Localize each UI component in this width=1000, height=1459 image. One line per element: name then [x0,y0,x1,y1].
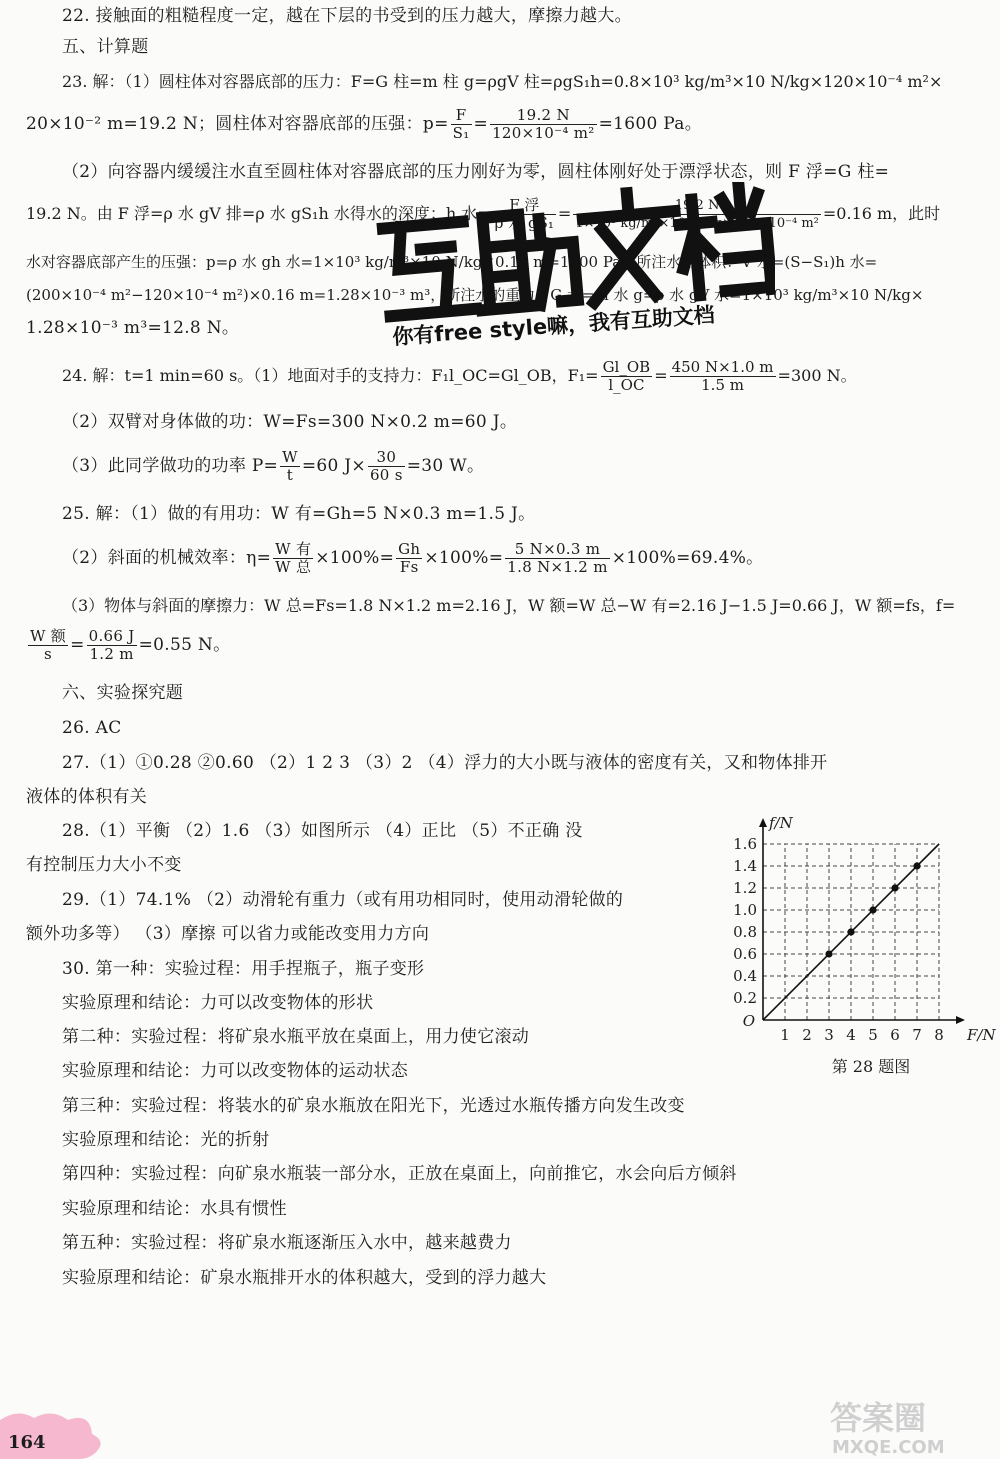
answer-30-method4: 第四种：实验过程：向矿泉水瓶装一部分水，正放在桌面上，向前推它，水会向后方倾斜 [62,1164,737,1184]
text-segment: =60 J× [301,456,366,476]
fraction-numerator: 0.66 J [88,627,135,645]
answer-27-line1: 27.（1）①0.28 ②0.60 （2）1 2 3 （3）2 （4）浮力的大小既与液体的密度有关，又和物体排开 [62,753,828,773]
answer-26: 26. AC [62,718,122,738]
fraction-numerator: W 额 [30,627,67,645]
text-segment: ×100%=69.4%。 [611,548,764,568]
answer-24-part3 [62,446,484,486]
y-tick-label: 0.6 [733,945,757,963]
answer-30-method3: 第三种：实验过程：将装水的矿泉水瓶放在阳光下，光透过水瓶传播方向发生改变 [62,1096,685,1116]
data-point [847,928,854,935]
answer-29-line2: 额外功多等） （3）摩擦 可以省力或能改变用力方向 [26,924,430,944]
fraction [490,107,597,142]
fraction-denominator: 1.8 N×1.2 m [507,558,608,576]
y-axis-arrow [759,818,767,827]
text-segment: =300 N。 [777,366,857,385]
origin-label: O [742,1012,755,1030]
y-tick-label: 1.4 [733,857,757,875]
x-axis-arrow [956,1016,965,1024]
fraction-denominator: Fs [399,558,419,576]
section-heading-calc: 五、计算题 [62,37,149,57]
answer-25-part3-line2 [26,625,230,665]
answer-23-part2-line5: 1.28×10⁻³ m³=12.8 N。 [26,318,240,338]
fraction-denominator: 60 s [369,466,403,484]
fraction-numerator: 450 N×1.0 m [671,358,774,376]
answer-23-line1: 23. 解：（1）圆柱体对容器底部的压力：F=G 柱=m 柱 g=ρgV 柱=ρgS₁h=0.8×10³ kg/m³×10 N/kg×120×10⁻⁴ m²× [62,72,943,91]
x-tick-label: 6 [890,1026,900,1044]
corner-logo-url: MXQE.COM [832,1437,945,1458]
fraction-numerator: 30 [368,449,405,467]
data-point [869,906,876,913]
fraction [670,359,776,394]
answer-25-part3: （3）物体与斜面的摩擦力：W 总=Fs=1.8 N×1.2 m=2.16 J，W 额=W 总−W 有=2.16 J−1.5 J=0.66 J，W 额=fs，f= [62,596,956,615]
answer-24-part2: （2）双臂对身体做的功：W=Fs=300 N×0.2 m=60 J。 [62,412,518,432]
answer-28-line2: 有控制压力大小不变 [26,855,182,875]
fraction-numerator: 19.2 N [490,107,597,125]
friction-force-chart [725,808,1000,1083]
text-segment: = [557,204,572,223]
fraction [505,541,609,576]
y-tick-label: 1.0 [733,901,757,919]
answer-25-part1: 25. 解：（1）做的有用功：W 有=Gh=5 N×0.3 m=1.5 J。 [62,504,536,524]
fraction [451,107,472,142]
text-segment: ×100%= [315,548,395,568]
answer-30-conclusion1: 实验原理和结论：力可以改变物体的形状 [62,993,374,1013]
answer-23-part2-line2 [26,194,940,234]
fraction-denominator: 120×10⁻⁴ m² [492,124,595,142]
fraction [573,197,821,232]
x-tick-label: 5 [868,1026,878,1044]
text-segment: =1600 Pa。 [598,114,703,134]
fraction-numerator: F 浮 [493,197,556,215]
text-segment: =0.55 N。 [138,635,231,655]
answer-30-method5: 第五种：实验过程：将矿泉水瓶逐渐压入水中，越来越费力 [62,1233,512,1253]
y-tick-label: 0.4 [733,967,757,985]
fraction-denominator: W 总 [275,558,312,576]
answer-22: 22. 接触面的粗糙程度一定，越在下层的书受到的压力越大，摩擦力越大。 [62,6,632,26]
answer-23-line2 [26,104,702,144]
text-segment: 24. 解：t=1 min=60 s。（1）地面对手的支持力：F₁l_OC=Gl_OB，F₁= [62,366,599,385]
answer-23-part2-line4: (200×10⁻⁴ m²−120×10⁻⁴ m²)×0.16 m=1.28×10⁻³ m³，所注水的重力：G 水=m 水 g=ρ 水 gV 水=1×10³ kg/m³×10 N/kg× [26,286,924,304]
text-segment: = [473,114,489,134]
fraction-denominator: ρ 水 gS₁ [494,214,554,232]
text-segment: （2）斜面的机械效率：η= [62,548,272,568]
y-tick-label: 1.6 [733,835,757,853]
x-tick-label: 8 [934,1026,944,1044]
fraction-denominator: 1.2 m [89,645,134,663]
answer-30-conclusion2: 实验原理和结论：力可以改变物体的运动状态 [62,1061,408,1081]
text-segment: 19.2 N。由 F 浮=ρ 水 gV 排=ρ 水 gS₁h 水得水的深度：h 水= [26,204,491,223]
text-segment: ×100%= [424,548,504,568]
answer-30-method1: 30. 第一种：实验过程：用手捏瓶子，瓶子变形 [62,959,425,979]
answer-24-line1 [62,356,857,396]
fraction-numerator: Gl_OB [602,358,651,376]
answer-30-method2: 第二种：实验过程：将矿泉水瓶平放在桌面上，用力使它滚动 [62,1027,530,1047]
fraction-denominator: s [44,645,53,663]
fraction [280,449,300,484]
corner-site-logo [820,1395,1000,1459]
answer-25-part2 [62,538,763,578]
answer-23-part2: （2）向容器内缓缓注水直至圆柱体对容器底部的压力刚好为零，圆柱体刚好处于漂浮状态，则 F 浮=G 柱= [62,162,890,182]
text-segment: =30 W。 [406,456,485,476]
text-segment: = [70,635,85,655]
text-segment: （3）此同学做功的功率 P= [62,456,279,476]
x-tick-label: 7 [912,1026,922,1044]
page-number: 164 [8,1432,46,1453]
answer-30-conclusion5: 实验原理和结论：矿泉水瓶排开水的体积越大，受到的浮力越大 [62,1268,547,1288]
fraction-denominator: t [286,466,294,484]
fraction-denominator: 1.5 m [701,376,744,394]
fraction [87,628,137,663]
data-point [891,884,898,891]
x-tick-label: 1 [780,1026,790,1044]
fraction [493,197,556,232]
fraction-numerator: W 有 [275,540,312,558]
x-tick-label: 2 [802,1026,812,1044]
watermark-slogan: 你有free style嘛，我有互助文档 [391,302,716,350]
page-number-tab [0,1408,110,1459]
fraction-numerator: W [282,448,298,466]
fraction-numerator: 5 N×0.3 m [505,541,609,559]
y-tick-label: 0.8 [733,923,757,941]
x-axis-label: F/N [967,1026,996,1044]
fraction [396,541,422,576]
text-segment: 20×10⁻² m=19.2 N；圆柱体对容器底部的压强：p= [26,114,449,134]
fraction-denominator: l_OC [608,376,645,394]
fraction-numerator: 19.2 N [573,197,821,215]
answer-30-conclusion4: 实验原理和结论：水具有惯性 [62,1199,287,1219]
data-point [913,862,920,869]
fraction [273,541,313,576]
y-tick-label: 0.2 [733,989,757,1007]
fraction [601,359,653,394]
answer-29-line1: 29.（1）74.1% （2）动滑轮有重力（或有用功相同时，使用动滑轮做的 [62,890,624,910]
fraction [28,628,68,663]
data-point [825,950,832,957]
answer-30-conclusion3: 实验原理和结论：光的折射 [62,1130,270,1150]
text-segment: = [654,366,668,385]
x-tick-label: 3 [824,1026,834,1044]
section-heading-experiment: 六、实验探究题 [62,683,184,703]
fraction-denominator: 1×10³ kg/m³×10 N/kg×120×10⁻⁴ m² [575,216,819,231]
answer-23-part2-line3: 水对容器底部产生的压强：p=ρ 水 gh 水=1×10³ kg/m³×10 N/kg×0.16 m=1600 Pa；所注水的体积：V 水=(S−S₁)h 水= [26,253,878,271]
fraction-numerator: F [451,107,472,125]
text-segment: =0.16 m，此时 [822,204,941,223]
answer-27-line2: 液体的体积有关 [26,787,148,807]
corner-logo-text: 答案圈 [830,1399,927,1437]
x-tick-label: 4 [846,1026,856,1044]
fraction [368,449,405,484]
y-axis-label: f/N [769,814,793,832]
chart-caption: 第 28 题图 [831,1057,911,1076]
y-tick-label: 1.2 [733,879,757,897]
answer-28-line1: 28.（1）平衡 （2）1.6 （3）如图所示 （4）正比 （5）不正确 没 [62,821,583,841]
fraction-numerator: Gh [398,540,421,558]
fraction-denominator: S₁ [452,124,470,142]
